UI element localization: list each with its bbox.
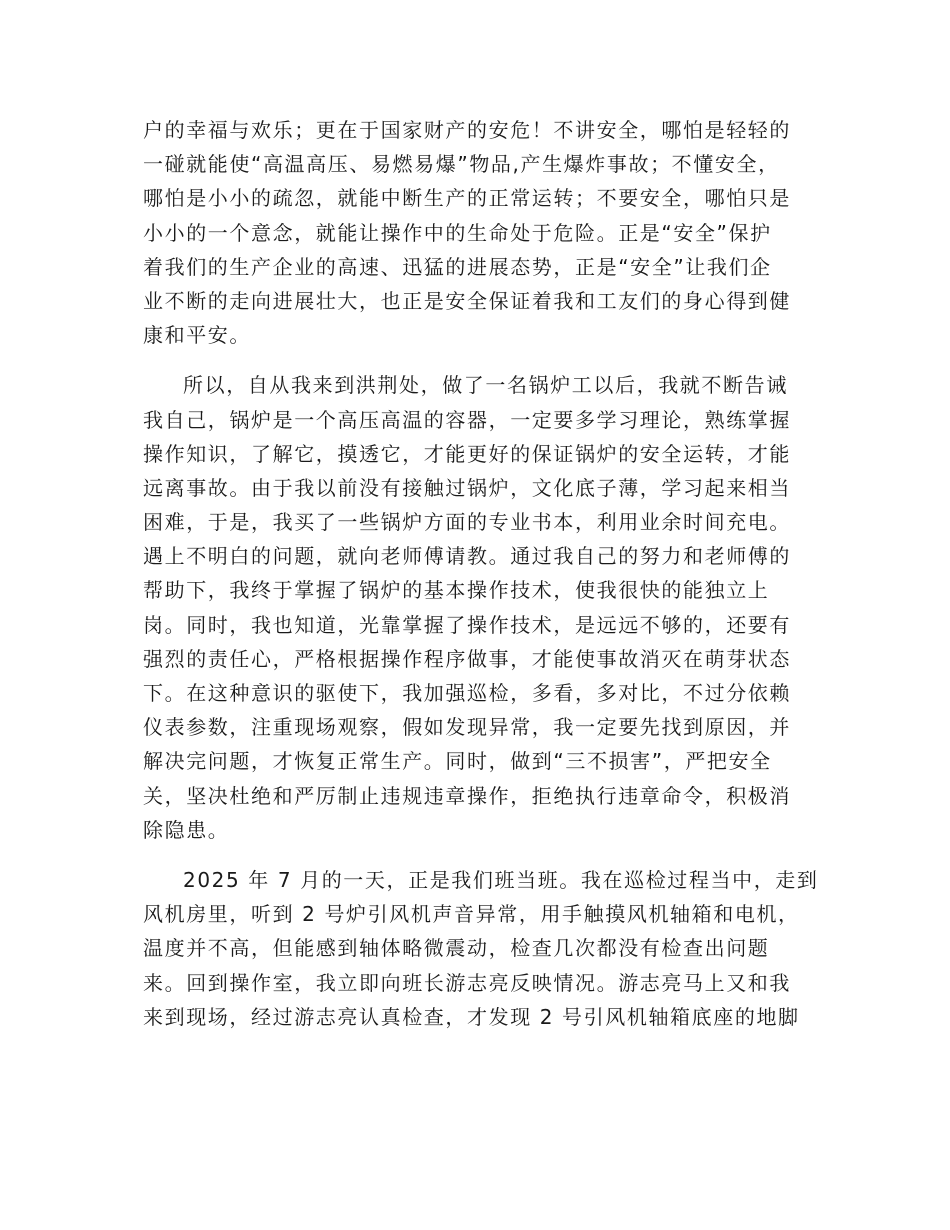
text-line: 哪怕是小小的疏忽，就能中断生产的正常运转；不要安全，哪怕只是 [143,186,791,211]
paragraph-spacing [143,847,803,863]
body-text [143,113,819,1034]
text-line: 着我们的生产企业的高速、迅猛的进展态势，正是“安全”让我们企 [143,254,772,279]
paragraph [143,863,819,1034]
text-line: 来。回到操作室，我立即向班长游志亮反映情况。游志亮马上又和我 [143,970,791,995]
text-line: 业不断的走向进展壮大，也正是安全保证着我和工友们的身心得到健 [143,288,791,313]
text-line: 小小的一个意念，就能让操作中的生命处于危险。正是“安全”保护 [143,220,772,245]
text-line: 困难，于是，我买了一些锅炉方面的专业书本，利用业余时间充电。 [143,510,791,535]
text-line: 远离事故。由于我以前没有接触过锅炉，文化底子薄，学习起来相当 [143,475,791,500]
text-line: 我自己，锅炉是一个高压高温的容器，一定要多学习理论，熟练掌握 [143,407,791,432]
paragraph [143,368,803,847]
text-line: 遇上不明白的问题，就向老师傅请教。通过我自己的努力和老师傅的 [143,544,791,569]
text-line: 温度并不高，但能感到轴体略微震动，检查几次都没有检查出问题 [143,936,770,961]
text-line: 解决完问题，才恢复正常生产。同时，做到“三不损害”，严把安全 [143,749,772,774]
text-line: 户的幸福与欢乐；更在于国家财产的安危！不讲安全，哪怕是轻轻的 [143,118,791,142]
text-line: 强烈的责任心，严格根据操作程序做事，才能使事故消灭在萌芽状态 [143,646,791,671]
text-line: 一碰就能使“高温高压、易燃易爆”物品,产生爆炸事故；不懂安全， [143,152,780,177]
text-line: 所以，自从我来到洪荆处，做了一名锅炉工以后，我就不断告诫 [183,373,788,398]
text-line: 下。在这种意识的驱使下，我加强巡检，多看，多对比，不过分依赖 [143,681,791,705]
text-line: 操作知识，了解它，摸透它，才能更好的保证锅炉的安全运转，才能 [143,441,791,466]
paragraph-spacing [143,352,803,368]
paragraph [143,113,803,352]
text-line: 除隐患。 [143,817,230,842]
text-line: 帮助下，我终于掌握了锅炉的基本操作技术，使我很快的能独立上 [143,578,770,603]
text-line: 关，坚决杜绝和严厉制止违规违章操作，拒绝执行违章命令，积极消 [143,783,791,808]
text-line: 2025 年 7 月的一天，正是我们班当班。我在巡检过程当中，走到 [183,867,819,892]
text-line: 仪表参数，注重现场观察，假如发现异常，我一定要先找到原因，并 [143,715,791,740]
text-line: 康和平安。 [143,323,251,348]
text-line: 岗。同时，我也知道，光靠掌握了操作技术，是远远不够的，还要有 [143,612,791,637]
text-line: 来到现场，经过游志亮认真检查，才发现 2 号引风机轴箱底座的地脚 [143,1004,800,1029]
text-line: 风机房里，听到 2 号炉引风机声音异常，用手触摸风机轴箱和电机， [143,902,800,927]
